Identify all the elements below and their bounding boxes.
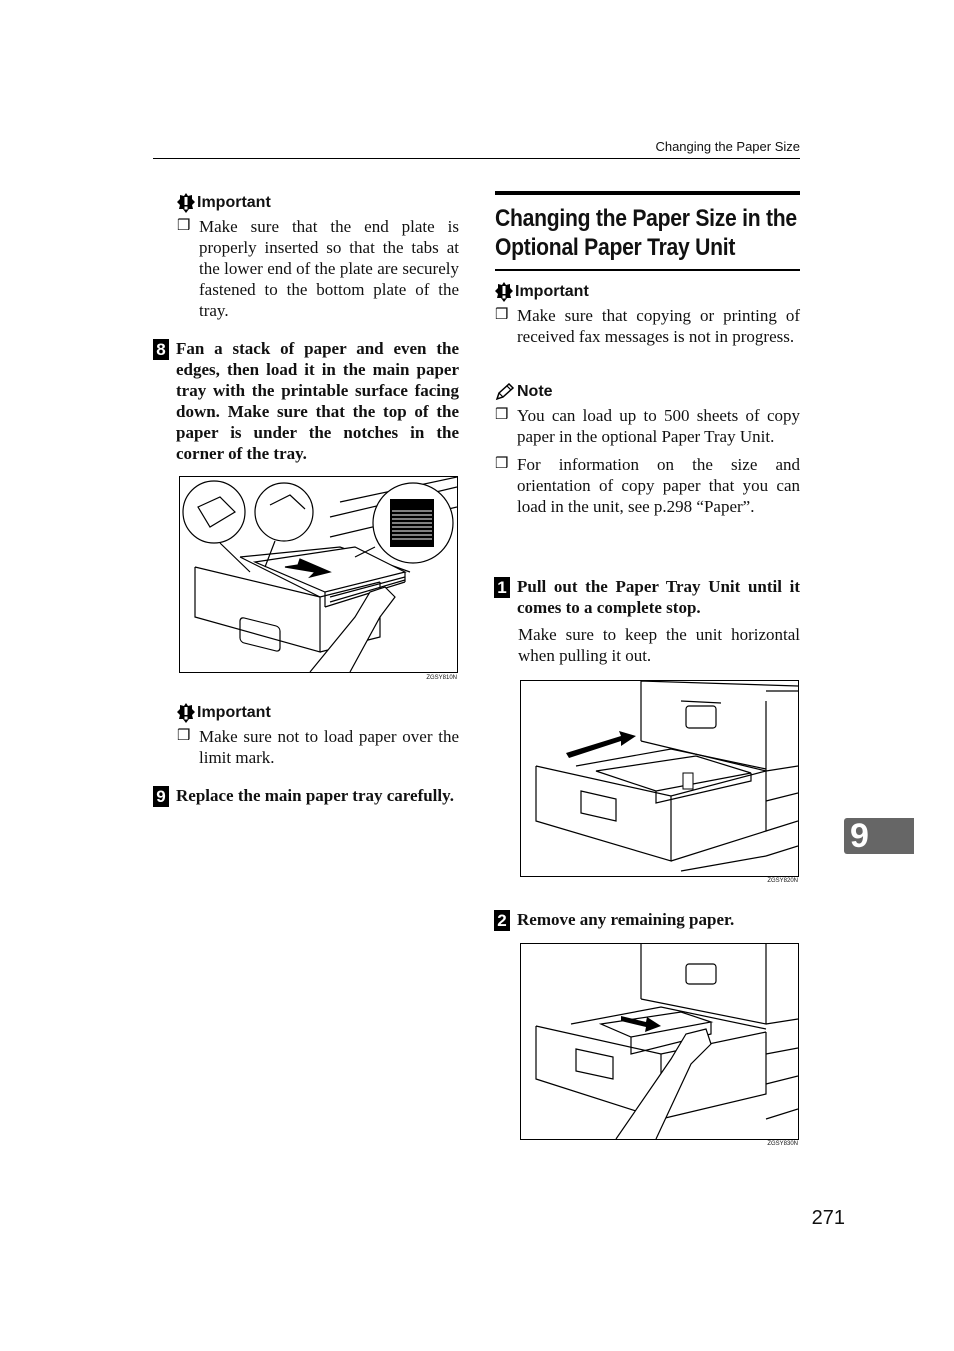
figure-load-paper-main-tray <box>179 476 458 673</box>
pencil-icon <box>495 383 515 401</box>
step-number-badge: 1 <box>494 577 510 598</box>
paper-tray-unit-illustration <box>521 681 798 876</box>
page-number: 271 <box>811 1207 845 1229</box>
figure-remove-paper <box>520 943 799 1140</box>
checkbox-bullet-icon: ❒ <box>177 218 191 234</box>
important-block-1 <box>177 193 459 321</box>
bullet-item: ❒ Make sure that copying or printing of received fax messages is not in progress. <box>495 306 800 346</box>
tray-illustration <box>180 477 457 672</box>
figure-pull-out-tray <box>520 680 799 877</box>
bullet-item: ❒ Make sure not to load paper over the limit mark. <box>177 727 459 767</box>
figure-code: ZGSY810N <box>426 675 457 681</box>
step-8: 8 Fan a stack of paper and even the edges, then load it in the main paper tray with the printable surface facing down. Make sure that the top of the paper is under the notches in the corner of the tray. <box>154 338 459 464</box>
important-icon <box>495 282 513 302</box>
running-header: Changing the Paper Size <box>655 139 800 154</box>
important-label: Important <box>177 703 459 723</box>
figure-code: ZGSY830N <box>767 1141 798 1147</box>
note-label: Note <box>495 383 800 401</box>
step-number-badge: 8 <box>153 339 169 360</box>
step-number-badge: 9 <box>153 786 169 807</box>
step-number-badge: 2 <box>494 910 510 931</box>
section-title: Changing the Paper Size in the Optional Paper Tray Unit <box>495 205 797 261</box>
bullet-item: ❒ Make sure that the end plate is properly inserted so that the tabs at the lower end of the plate are securely fastened to the bottom plate of the tray. <box>177 217 459 320</box>
note-block <box>495 383 800 517</box>
chapter-tab: 9 <box>844 818 914 854</box>
bullet-item: ❒ You can load up to 500 sheets of copy paper in the optional Paper Tray Unit. <box>495 406 800 446</box>
important-icon <box>177 703 195 723</box>
bullet-item: ❒ For information on the size and orientation of copy paper that you can load in the unit, see p.298 “Paper”. <box>495 455 800 516</box>
important-block-3 <box>495 282 800 347</box>
important-icon <box>177 193 195 213</box>
important-label: Important <box>177 193 459 213</box>
step-2: 2 Remove any remaining paper. <box>495 909 800 931</box>
checkbox-bullet-icon: ❒ <box>495 456 509 472</box>
remove-paper-illustration <box>521 944 798 1139</box>
figure-code: ZGSY820N <box>767 878 798 884</box>
important-label: Important <box>495 282 800 302</box>
step-9: 9 Replace the main paper tray carefully. <box>154 785 459 807</box>
checkbox-bullet-icon: ❒ <box>495 407 509 423</box>
section-heading-block <box>495 191 800 271</box>
step-1-detail: Make sure to keep the unit horizontal when pulling it out. <box>518 625 800 665</box>
checkbox-bullet-icon: ❒ <box>177 728 191 744</box>
checkbox-bullet-icon: ❒ <box>495 307 509 323</box>
important-block-2 <box>177 703 459 768</box>
step-1: 1 Pull out the Paper Tray Unit until it comes to a complete stop. <box>495 576 800 618</box>
header-rule <box>153 158 800 159</box>
